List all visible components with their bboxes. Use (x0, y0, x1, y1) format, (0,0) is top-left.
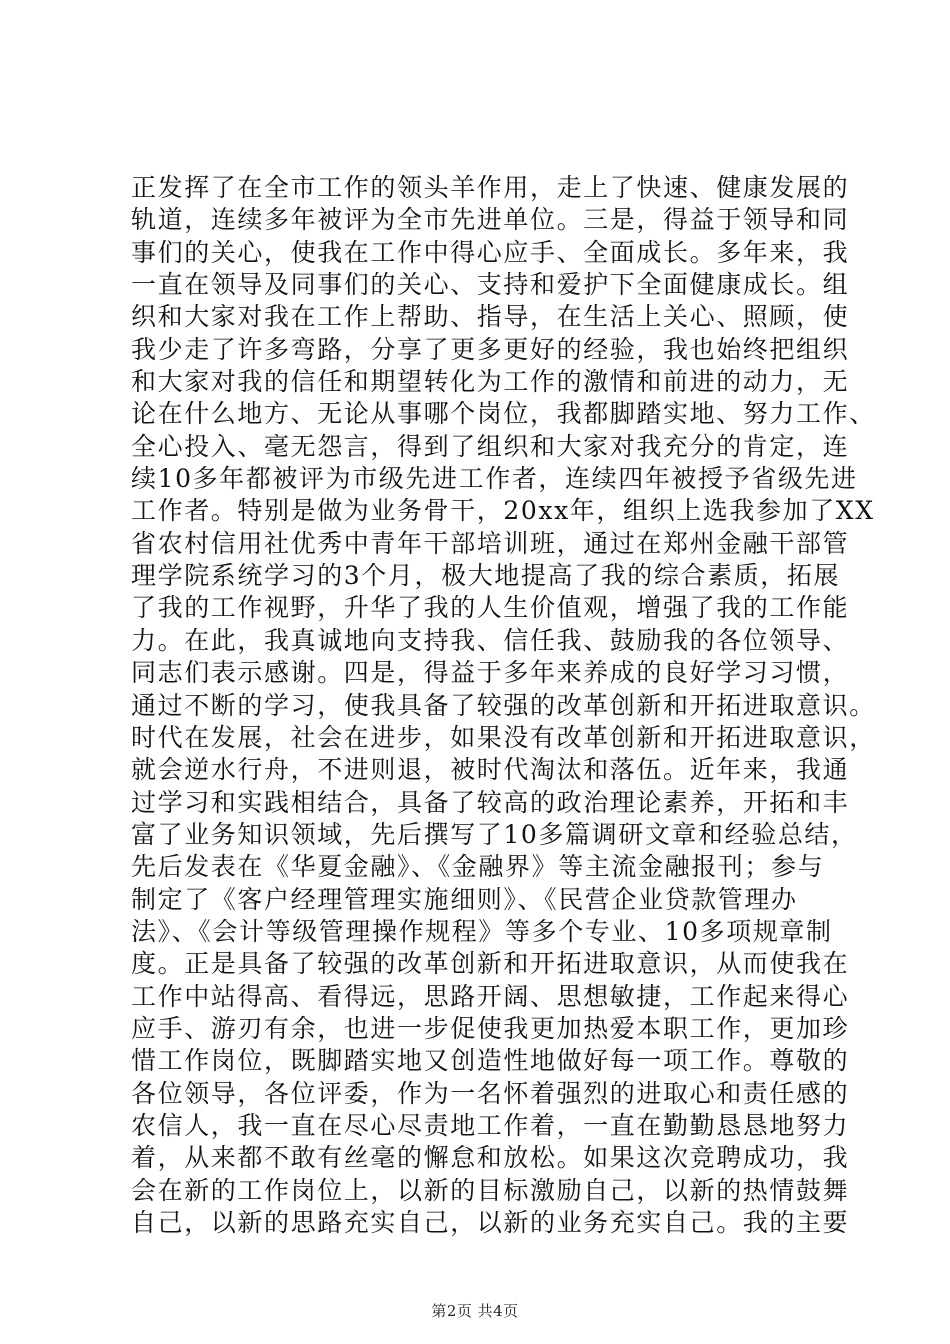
text-line: 着，从来都不敢有丝毫的懈怠和放松。如果这次竞聘成功，我 (131, 1143, 850, 1173)
text-line: 富了业务知识领域，先后撰写了10多篇调研文章和经验总结， (131, 819, 858, 849)
text-line: 我少走了许多弯路，分享了更多更好的经验，我也始终把组织 (131, 334, 850, 364)
text-line: 正发挥了在全市工作的领头羊作用，走上了快速、健康发展的 (131, 173, 850, 202)
text-line: 事们的关心，使我在工作中得心应手、全面成长。多年来，我 (131, 237, 850, 267)
text-line: 法》、《会计等级管理操作规程》等多个专业、10多项规章制 (131, 916, 833, 946)
text-line: 度。正是具备了较强的改革创新和开拓进取意识，从而使我在 (131, 949, 850, 979)
text-line: 理学院系统学习的3个月，极大地提高了我的综合素质，拓展 (131, 561, 841, 591)
text-line: 工作者。特别是做为业务骨干，20xx年，组织上选我参加了XX (131, 496, 875, 526)
text-line: 续10多年都被评为市级先进工作者，连续四年被授予省级先进 (131, 464, 858, 494)
text-line: 制定了《客户经理管理实施细则》、《民营企业贷款管理办 (131, 884, 798, 914)
text-line: 织和大家对我在工作上帮助、指导，在生活上关心、照顾，使 (131, 302, 850, 332)
page-number-footer: 第2页 共4页 (431, 1302, 519, 1320)
text-line: 省农村信用社优秀中青年干部培训班，通过在郑州金融干部管 (131, 528, 850, 558)
text-line: 同志们表示感谢。四是，得益于多年来养成的良好学习习惯， (131, 658, 850, 688)
text-line: 一直在领导及同事们的关心、支持和爱护下全面健康成长。组 (131, 270, 850, 300)
text-line: 各位领导，各位评委，作为一名怀着强烈的进取心和责任感的 (131, 1078, 850, 1108)
body-text (131, 172, 876, 1239)
text-line: 通过不断的学习，使我具备了较强的改革创新和开拓进取意识。 (131, 690, 876, 720)
text-line: 了我的工作视野，升华了我的人生价值观，增强了我的工作能 (131, 593, 850, 623)
text-line: 轨道，连续多年被评为全市先进单位。三是，得益于领导和同 (131, 205, 850, 235)
text-line: 农信人，我一直在尽心尽责地工作着，一直在勤勤恳恳地努力 (131, 1110, 850, 1140)
text-line: 会在新的工作岗位上，以新的目标激励自己，以新的热情鼓舞 (131, 1175, 850, 1205)
text-line: 就会逆水行舟，不进则退，被时代淘汰和落伍。近年来，我通 (131, 755, 850, 785)
text-line: 工作中站得高、看得远，思路开阔、思想敏捷，工作起来得心 (131, 981, 850, 1011)
text-line: 论在什么地方、无论从事哪个岗位，我都脚踏实地、努力工作、 (131, 399, 876, 429)
text-line: 力。在此，我真诚地向支持我、信任我、鼓励我的各位领导、 (131, 625, 850, 655)
text-line: 应手、游刃有余，也进一步促使我更加热爱本职工作，更加珍 (131, 1013, 850, 1043)
text-line: 先后发表在《华夏金融》、《金融界》等主流金融报刊；参与 (131, 852, 825, 882)
text-line: 和大家对我的信任和期望转化为工作的激情和前进的动力，无 (131, 367, 850, 397)
text-line: 惜工作岗位，既脚踏实地又创造性地做好每一项工作。尊敬的 (131, 1046, 850, 1076)
text-line: 时代在发展，社会在进步，如果没有改革创新和开拓进取意识， (131, 722, 876, 752)
text-line: 过学习和实践相结合，具备了较高的政治理论素养，开拓和丰 (131, 787, 850, 817)
text-line: 自己，以新的思路充实自己，以新的业务充实自己。我的主要 (131, 1208, 850, 1237)
text-line: 全心投入、毫无怨言，得到了组织和大家对我充分的肯定，连 (131, 431, 850, 461)
